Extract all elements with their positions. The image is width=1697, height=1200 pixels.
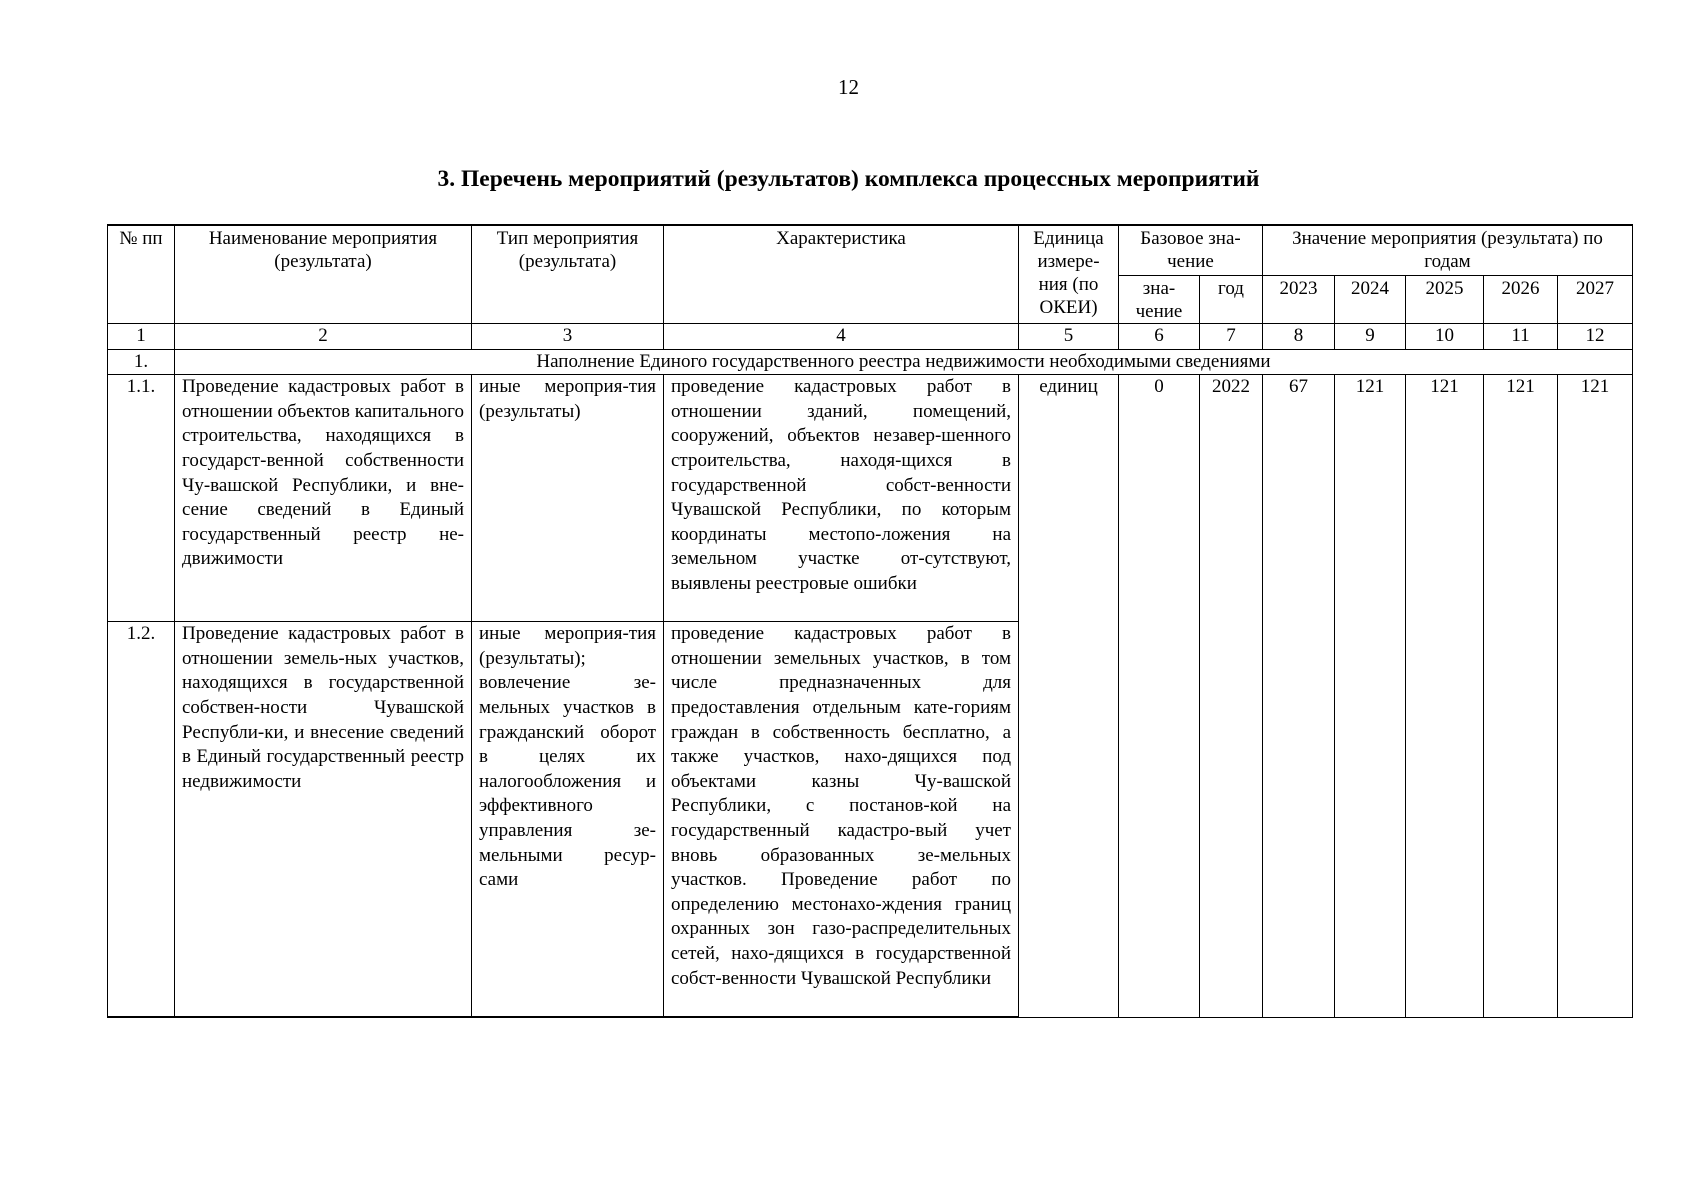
year-value: 121 — [1335, 375, 1406, 1018]
header-characteristic: Характеристика — [664, 225, 1019, 324]
measures-table — [107, 224, 1633, 1018]
measure-characteristic: проведение кадастровых работ в отношении зданий, помещений, сооружений, объектов незавер-шенного строительства, находя-щихся в государственной собст-венности Чувашской Республики, по которым координаты местопо-ложения на земельном участке от-сутствуют, выявлены реестровые ошибки — [664, 375, 1019, 622]
header-year: 2025 — [1406, 276, 1484, 324]
column-number: 9 — [1335, 324, 1406, 350]
measure-characteristic: проведение кадастровых работ в отношении земельных участков, в том числе предназначенных для предоставления отдельным кате-гориям граждан в собственность бесплатно, а также участков, нахо-дящихся под объектами казны Чу-вашской Республики, с постанов-кой на государственный кадастро-вый учет вновь образованных зе-мельных участков. Проведение работ по определению местонахо-ждения границ охранных зон газо-распределительных сетей, нахо-дящихся в государственной собст-венности Чувашской Республики — [664, 622, 1019, 1018]
page-number: 12 — [838, 75, 859, 99]
header-by-years: Значение мероприятия (результата) по годам — [1263, 225, 1633, 276]
column-numbers-row — [108, 324, 1633, 350]
year-value: 67 — [1263, 375, 1335, 1018]
header-base-year: год — [1200, 276, 1263, 324]
header-base: Базовое зна-чение — [1119, 225, 1263, 276]
column-number: 10 — [1406, 324, 1484, 350]
column-number: 2 — [175, 324, 472, 350]
column-number: 4 — [664, 324, 1019, 350]
section-heading: Наполнение Единого государственного реестра недвижимости необходимыми сведениями — [175, 349, 1633, 375]
measure-type: иные мероприя-тия (результаты); вовлечение зе-мельных участков в гражданский оборот в целях их налогообложения и эффективного управления зе-мельными ресур-сами — [472, 622, 664, 1018]
base-year: 2022 — [1200, 375, 1263, 1018]
table-row — [108, 375, 1633, 622]
header-name: Наименование мероприятия (результата) — [175, 225, 472, 324]
section-title: 3. Перечень мероприятий (результатов) комплекса процессных мероприятий — [437, 166, 1260, 192]
column-number: 6 — [1119, 324, 1200, 350]
column-number: 11 — [1484, 324, 1558, 350]
header-year: 2024 — [1335, 276, 1406, 324]
section-number: 1. — [108, 349, 175, 375]
year-value: 121 — [1406, 375, 1484, 1018]
measure-name: Проведение кадастровых работ в отношении объектов капитального строительства, находящихся в государст-венной собственности Чу-вашской Республики, и вне-сение сведений в Единый государственный реестр не-движимости — [175, 375, 472, 622]
year-value: 121 — [1558, 375, 1633, 1018]
year-value: 121 — [1484, 375, 1558, 1018]
section-row — [108, 349, 1633, 375]
measure-unit: единиц — [1019, 375, 1119, 1018]
column-number: 12 — [1558, 324, 1633, 350]
header-no: № пп — [108, 225, 175, 324]
header-year: 2027 — [1558, 276, 1633, 324]
header-year: 2026 — [1484, 276, 1558, 324]
column-number: 7 — [1200, 324, 1263, 350]
column-number: 5 — [1019, 324, 1119, 350]
measure-type: иные мероприя-тия (результаты) — [472, 375, 664, 622]
column-number: 3 — [472, 324, 664, 350]
header-year: 2023 — [1263, 276, 1335, 324]
header-unit: Единица измере-ния (по ОКЕИ) — [1019, 225, 1119, 324]
column-number: 8 — [1263, 324, 1335, 350]
header-base-value: зна-чение — [1119, 276, 1200, 324]
header-type: Тип мероприятия (результата) — [472, 225, 664, 324]
row-number: 1.2. — [108, 622, 175, 1018]
row-number: 1.1. — [108, 375, 175, 622]
column-number: 1 — [108, 324, 175, 350]
measure-name: Проведение кадастровых работ в отношении земель-ных участков, находящихся в государственной собствен-ности Чувашской Республи-ки, и внесение сведений в Единый государственный реестр недвижимости — [175, 622, 472, 1018]
base-value: 0 — [1119, 375, 1200, 1018]
